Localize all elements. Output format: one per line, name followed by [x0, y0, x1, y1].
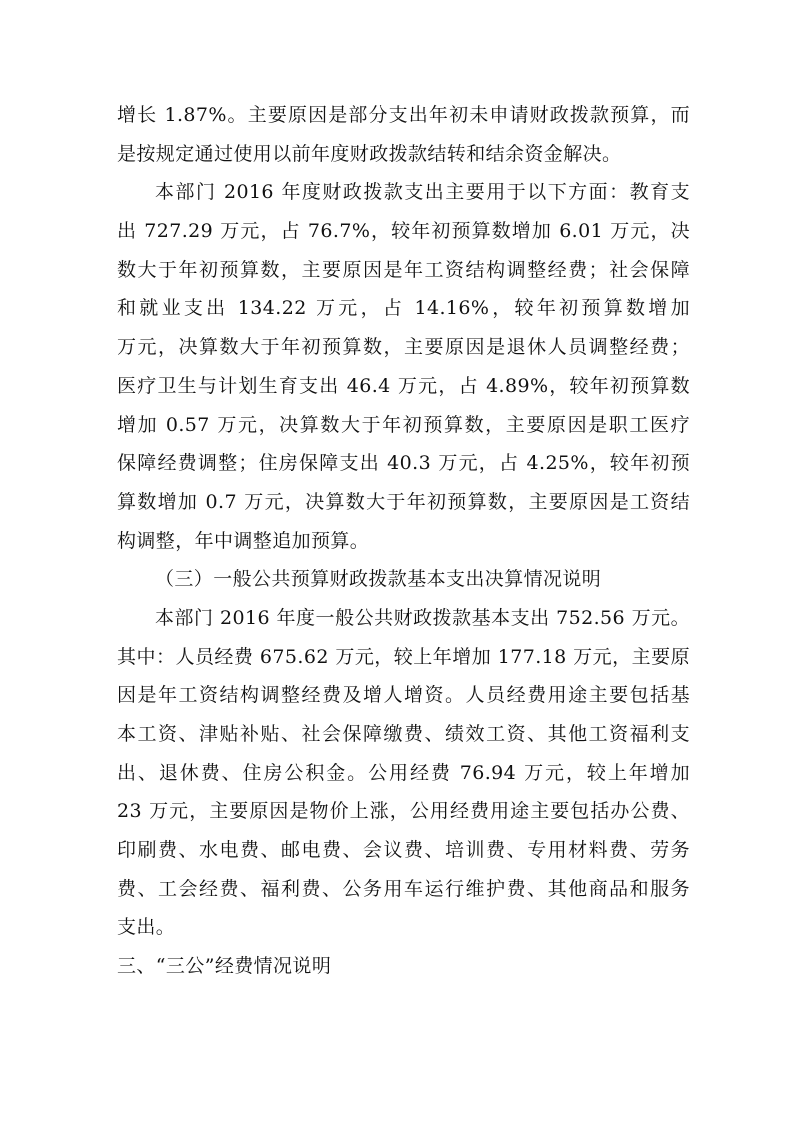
text-line: 因是年工资结构调整经费及增人增资。人员经费用途主要包括基 — [117, 684, 690, 707]
text-line: 是按规定通过使用以前年度财政拨款结转和结余资金解决。 — [117, 142, 622, 165]
text-line: 算数增加 0.7 万元，决算数大于年初预算数，主要原因是工资结 — [117, 490, 690, 513]
text-line: （三）一般公共预算财政拨款基本支出决算情况说明 — [155, 568, 602, 591]
text-line: 出 727.29 万元，占 76.7%，较年初预算数增加 6.01 万元，决 — [117, 220, 690, 243]
text-line: 医疗卫生与计划生育支出 46.4 万元，占 4.89%，较年初预算数 — [117, 374, 690, 397]
text-line: 支出。 — [117, 916, 176, 939]
text-line: 本部门 2016 年度一般公共财政拨款基本支出 752.56 万元。 — [155, 606, 690, 629]
text-line: 和就业支出 134.22 万元，占 14.16%，较年初预算数增加 — [117, 297, 690, 320]
text-line: 数大于年初预算数，主要原因是年工资结构调整经费；社会保障 — [117, 258, 690, 281]
text-line: 出、退休费、住房公积金。公用经费 76.94 万元，较上年增加 — [117, 761, 690, 784]
text-line: 其中：人员经费 675.62 万元，较上年增加 177.18 万元，主要原 — [117, 645, 690, 668]
text-line: 三、“三公”经费情况说明 — [117, 955, 332, 978]
text-line: 费、工会经费、福利费、公务用车运行维护费、其他商品和服务 — [117, 877, 690, 900]
text-line: 增长 1.87%。主要原因是部分支出年初未申请财政拨款预算，而 — [117, 104, 690, 126]
text-line: 本部门 2016 年度财政拨款支出主要用于以下方面：教育支 — [155, 181, 690, 204]
text-line: 增加 0.57 万元，决算数大于年初预算数，主要原因是职工医疗 — [117, 413, 690, 436]
text-line: 23 万元，主要原因是物价上涨，公用经费用途主要包括办公费、 — [117, 800, 690, 823]
document-body — [117, 96, 690, 986]
text-line: 万元，决算数大于年初预算数，主要原因是退休人员调整经费； — [117, 336, 690, 359]
text-line: 保障经费调整；住房保障支出 40.3 万元，占 4.25%，较年初预 — [117, 452, 690, 475]
text-line: 本工资、津贴补贴、社会保障缴费、绩效工资、其他工资福利支 — [117, 723, 690, 745]
text-line: 构调整，年中调整追加预算。 — [117, 529, 370, 552]
text-line: 印刷费、水电费、邮电费、会议费、培训费、专用材料费、劳务 — [117, 839, 690, 862]
